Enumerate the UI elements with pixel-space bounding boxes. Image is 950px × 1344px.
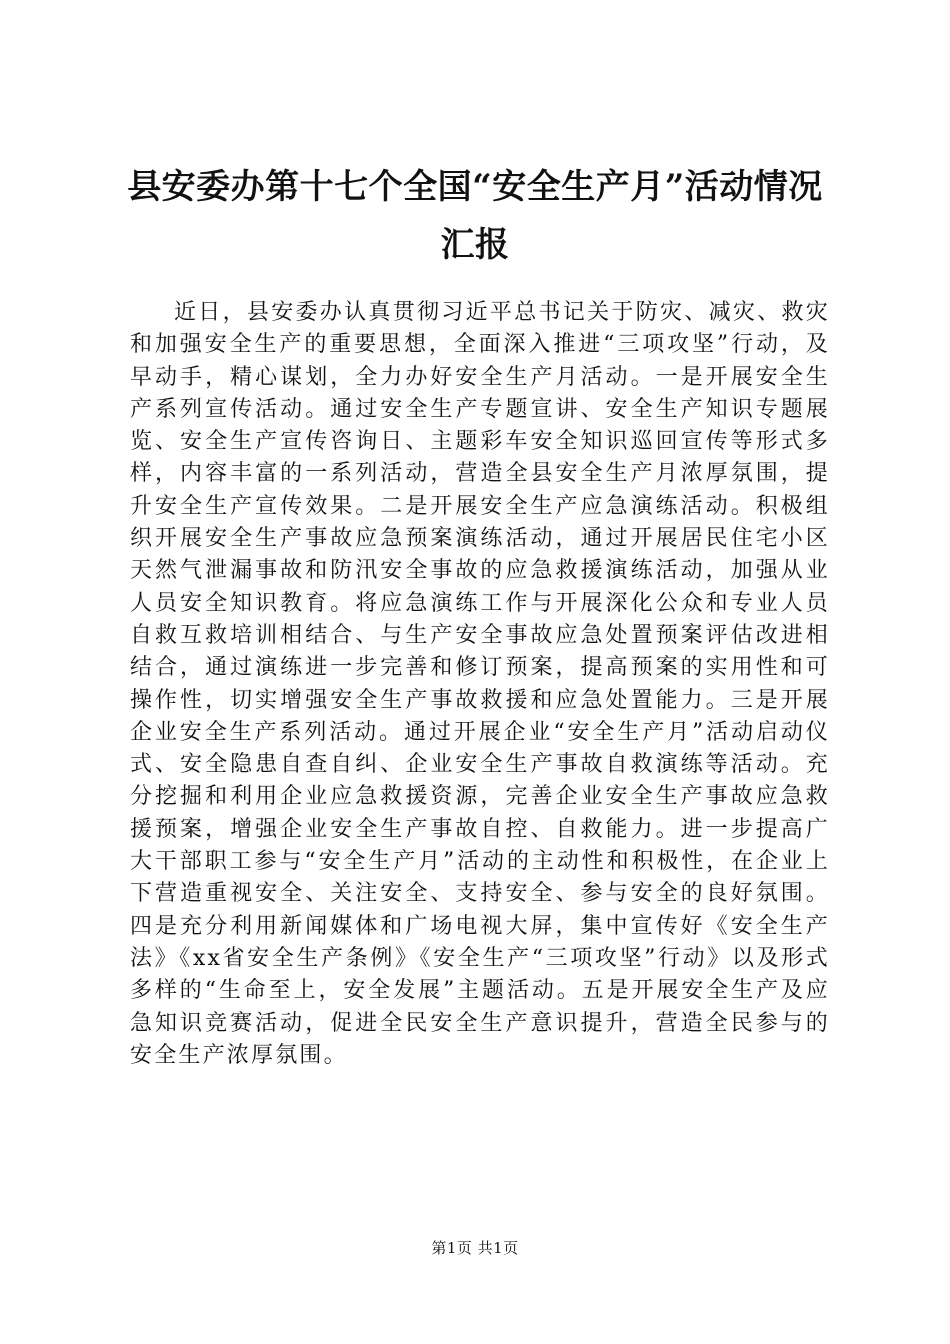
document-title: 县安委办第十七个全国“安全生产月”活动情况汇报: [127, 167, 823, 265]
body-paragraph: 近日，县安委办认真贯彻习近平总书记关于防灾、减灾、救灾和加强安全生产的重要思想，全面深入推进“三项攻坚”行动，及早动手，精心谋划，全力办好安全生产月活动。一是开展安全生产系列宣传活动。通过安全生产专题宣讲、安全生产知识专题展览、安全生产宣传咨询日、主题彩车安全知识巡回宣传等形式多样，内容丰富的一系列活动，营造全县安全生产月浓厚氛围，提升安全生产宣传效果。二是开展安全生产应急演练活动。积极组织开展安全生产事故应急预案演练活动，通过开展居民住宅小区天然气泄漏事故和防汛安全事故的应急救援演练活动，加强从业人员安全知识教育。将应急演练工作与开展深化公众和专业人员自救互救培训相结合、与生产安全事故应急处置预案评估改进相结合，通过演练进一步完善和修订预案，提高预案的实用性和可操作性，切实增强安全生产事故救援和应急处置能力。三是开展企业安全生产系列活动。通过开展企业“安全生产月”活动启动仪式、安全隐患自查自纠、企业安全生产事故自救演练等活动。充分挖掘和利用企业应急救援资源，完善企业安全生产事故应急救援预案，增强企业安全生产事故自控、自救能力。进一步提高广大干部职工参与“安全生产月”活动的主动性和积极性，在企业上下营造重视安全、关注安全、支持安全、参与安全的良好氛围。四是充分利用新闻媒体和广场电视大屏，集中宣传好《安全生产法》《xx省安全生产条例》《安全生产“三项攻坚”行动》以及形式多样的“生命至上，安全发展”主题活动。五是开展安全生产及应急知识竞赛活动，促进全民安全生产意识提升，营造全民参与的安全生产浓厚氛围。: [130, 300, 830, 1068]
page-footer: 第1页 共1页: [431, 1239, 519, 1257]
